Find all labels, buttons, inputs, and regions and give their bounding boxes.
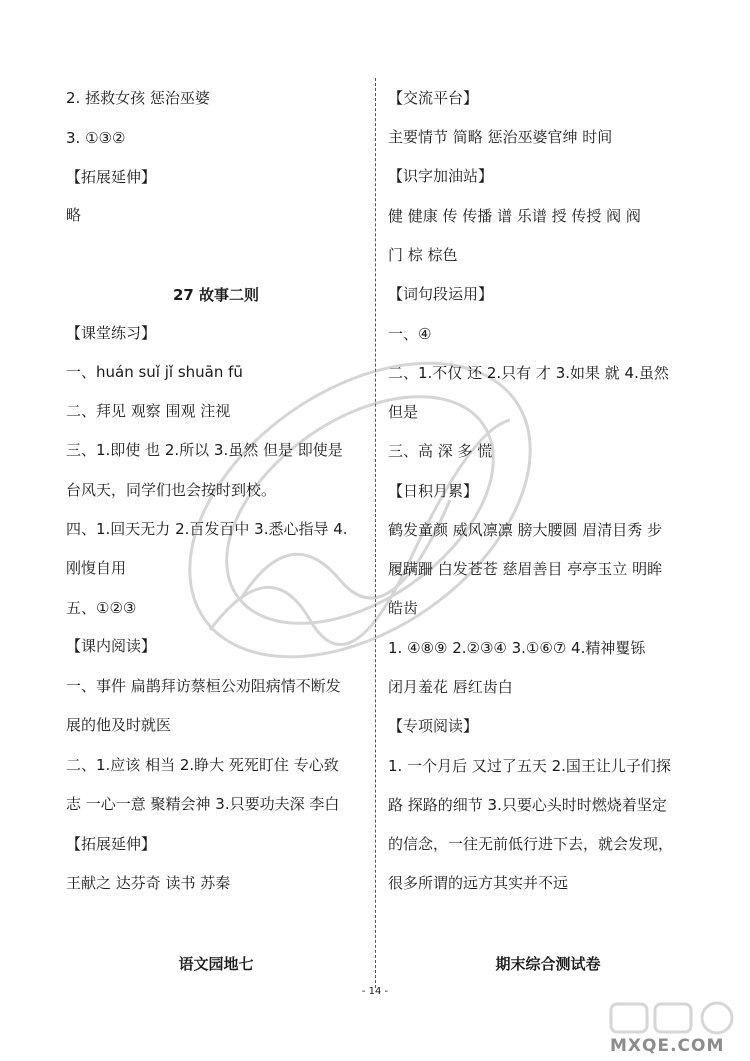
answer-line: 但是: [388, 403, 419, 421]
column-divider: [375, 78, 376, 988]
lesson-title: 27 故事二则: [172, 286, 260, 304]
answer-line: 二、拜见 观察 围观 注视: [66, 402, 231, 420]
answer-line: 健 健康 传 传播 谱 乐谱 授 传授 阀 阀: [388, 207, 641, 225]
answer-line: 鹤发童颜 威风凛凛 膀大腰圆 眉清目秀 步: [388, 521, 663, 539]
section-label: 【日积月累】: [388, 482, 479, 500]
answer-line: 王献之 达芬奇 读书 苏秦: [66, 874, 231, 892]
answer-line: 门 棕 棕色: [388, 246, 458, 264]
answer-line: 1. ④⑧⑨ 2.②③④ 3.①⑥⑦ 4.精神矍铄: [388, 639, 646, 657]
answer-line: 主要情节 简略 惩治巫婆官绅 时间: [388, 128, 613, 146]
answer-line: 台风天，同学们也会按时到校。: [66, 481, 277, 499]
section-label: 【交流平台】: [388, 89, 479, 107]
answer-line: 3. ①③②: [66, 129, 126, 147]
answer-line: 皓齿: [388, 599, 419, 617]
section-label: 【词句段运用】: [388, 285, 494, 303]
answer-line: 展的他及时就医: [66, 716, 172, 734]
answer-line: 三、高 深 多 慌: [388, 442, 493, 460]
answer-line: 一、④: [388, 325, 432, 343]
page-number: - 14 -: [361, 986, 389, 997]
section-label: 【课堂练习】: [66, 324, 157, 342]
answer-line: 一、事件 扁鹊拜访蔡桓公劝阻病情不断发: [66, 677, 341, 695]
answer-line: 很多所谓的远方其实并不远: [388, 874, 569, 892]
answer-line: 四、1.回天无力 2.百发百中 3.悉心指导 4.: [66, 520, 348, 538]
section-label: 【课内阅读】: [66, 637, 157, 655]
answer-line: 略: [66, 206, 82, 224]
answer-line: 2. 拯救女孩 惩治巫婆: [66, 89, 210, 107]
answer-line: 二、1.不仅 还 2.只有 才 3.如果 就 4.虽然: [388, 364, 669, 382]
answer-line: 五、①②③: [66, 599, 137, 617]
answer-line: 志 一心一意 聚精会神 3.只要功夫深 李白: [66, 795, 340, 813]
answer-line: 一、huán suǐ jǐ shuān fū: [66, 363, 243, 381]
answer-line: 履蹒跚 白发苍苍 慈眉善目 亭亭玉立 明眸: [388, 560, 663, 578]
section-label: 【识字加油站】: [388, 167, 494, 185]
section-label: 【拓展延伸】: [66, 835, 157, 853]
section-label: 【拓展延伸】: [66, 168, 157, 186]
answer-line: 三、1.即使 也 2.所以 3.虽然 但是 即使是: [66, 441, 343, 459]
unit-title: 语文园地七: [178, 955, 254, 973]
answer-line: 1. 一个月后 又过了五天 2.国王让儿子们探: [388, 757, 671, 775]
answer-line: 二、1.应该 相当 2.睁大 死死盯住 专心致: [66, 756, 339, 774]
exam-title: 期末综合测试卷: [495, 955, 601, 973]
answer-line: 的信念，一往无前低行进下去，就会发现，: [388, 835, 674, 853]
answer-line: 刚愎自用: [66, 559, 127, 577]
section-label: 【专项阅读】: [388, 717, 479, 735]
answer-line: 路 探路的细节 3.只要心头时时燃烧着坚定: [388, 796, 667, 814]
watermark-logo-text: MXQE.COM: [610, 1036, 725, 1056]
answer-line: 闭月羞花 唇红齿白: [388, 678, 513, 696]
